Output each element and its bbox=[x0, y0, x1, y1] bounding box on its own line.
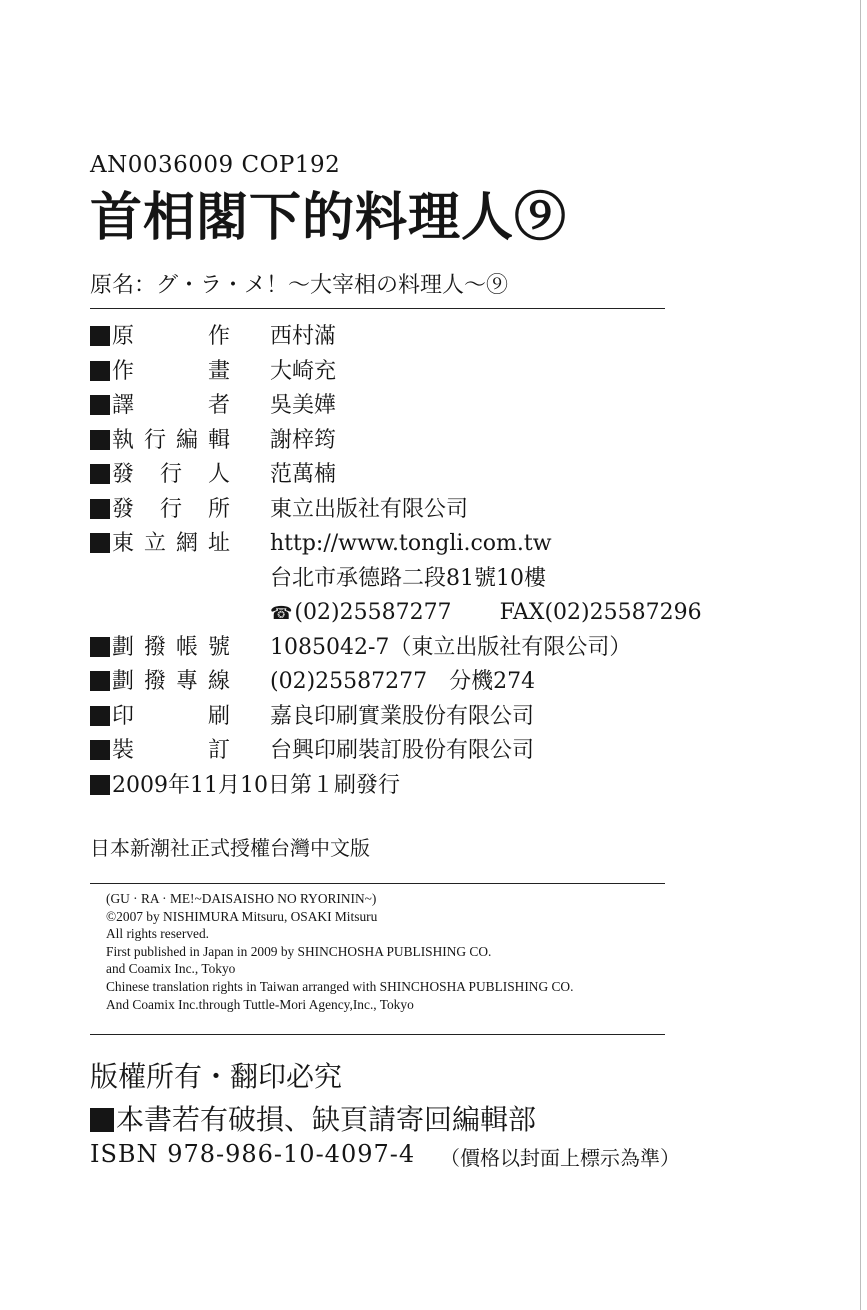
credit-label: 原 作 bbox=[112, 324, 230, 349]
credit-row-account bbox=[90, 631, 730, 666]
credit-value: 大崎充 bbox=[270, 358, 337, 384]
fax-number: FAX(02)25587296 bbox=[499, 600, 702, 625]
credit-row-artist bbox=[90, 355, 730, 390]
credit-row-translator bbox=[90, 389, 730, 424]
address-text: 台北市承德路二段81號10樓 bbox=[270, 565, 546, 591]
copyright-line: First published in Japan in 2009 by SHINCHOSHA PUBLISHING CO. bbox=[106, 943, 492, 959]
copyright-line: All rights reserved. bbox=[106, 926, 210, 942]
credit-value: 西村滿 bbox=[270, 324, 337, 349]
release-date: 2009年11月10日第１刷發行 bbox=[112, 772, 400, 798]
copyright-box bbox=[90, 883, 665, 1035]
copyright-line: And Coamix Inc.through Tuttle-Mori Agency,Inc., Tokyo bbox=[106, 996, 414, 1012]
bullet-icon bbox=[90, 706, 110, 726]
price-note: （價格以封面上標示為準） bbox=[440, 1146, 680, 1170]
credit-label: 劃撥專線 bbox=[112, 669, 230, 694]
website-url[interactable]: http://www.tongli.com.tw bbox=[270, 531, 552, 556]
credit-label: 劃撥帳號 bbox=[112, 634, 230, 660]
book-title: 首相閣下的料理人⑨ bbox=[90, 187, 568, 248]
product-code: AN0036009 COP192 bbox=[90, 152, 341, 178]
credit-row-hotline bbox=[90, 665, 730, 700]
original-title: 原名：グ・ラ・メ！～大宰相の料理人～⑨ bbox=[90, 273, 509, 298]
credit-label: 作 畫 bbox=[112, 358, 230, 384]
bullet-icon bbox=[90, 637, 110, 657]
copyright-line: and Coamix Inc., Tokyo bbox=[106, 961, 236, 977]
release-row bbox=[90, 769, 730, 804]
credit-row-printing bbox=[90, 700, 730, 735]
credit-row-publishing-house bbox=[90, 493, 730, 528]
address-row bbox=[90, 562, 730, 597]
bullet-icon bbox=[90, 671, 110, 691]
credits-list bbox=[90, 320, 730, 803]
bullet-icon bbox=[90, 464, 110, 484]
bullet-icon bbox=[90, 775, 110, 795]
isbn: ISBN 978-986-10-4097-4 bbox=[90, 1140, 416, 1168]
divider-top bbox=[90, 308, 665, 309]
credit-row-binding bbox=[90, 734, 730, 769]
bullet-icon bbox=[90, 533, 110, 553]
credit-value: 范萬楠 bbox=[270, 462, 337, 487]
credit-value: 1085042-7（東立出版社有限公司） bbox=[270, 634, 632, 660]
bullet-icon bbox=[90, 326, 110, 346]
bullet-icon bbox=[90, 395, 110, 415]
phone-number: (02)25587277 bbox=[294, 600, 452, 625]
credit-label: 東立網址 bbox=[112, 531, 230, 556]
return-notice-text: 本書若有破損、缺頁請寄回編輯部 bbox=[116, 1103, 537, 1136]
bullet-icon bbox=[90, 430, 110, 450]
credit-row-website bbox=[90, 527, 730, 562]
telephone-icon: ☎ bbox=[270, 603, 293, 624]
credit-value: 台興印刷裝訂股份有限公司 bbox=[270, 738, 535, 763]
credit-label: 譯 者 bbox=[112, 393, 230, 418]
bullet-icon bbox=[90, 499, 110, 519]
phone-row bbox=[90, 596, 730, 631]
authorization-statement: 日本新潮社正式授權台灣中文版 bbox=[90, 836, 370, 860]
credit-label: 發行人 bbox=[112, 462, 230, 487]
page-edge-line bbox=[860, 0, 861, 1310]
rights-notice: 版權所有・翻印必究 bbox=[90, 1060, 343, 1093]
credit-row-editor bbox=[90, 424, 730, 459]
copyright-line: (GU · RA · ME!~DAISAISHO NO RYORININ~) bbox=[106, 891, 377, 906]
credit-value: (02)25587277 分機274 bbox=[270, 669, 536, 694]
credit-row-publisher bbox=[90, 458, 730, 493]
credit-label: 裝 訂 bbox=[112, 738, 230, 763]
credit-value: 吳美嬅 bbox=[270, 393, 337, 418]
credit-row-original-work bbox=[90, 320, 730, 355]
credit-value: 嘉良印刷實業股份有限公司 bbox=[270, 703, 535, 729]
credit-value: 東立出版社有限公司 bbox=[270, 496, 469, 522]
credit-label: 發行所 bbox=[112, 496, 230, 522]
bullet-icon bbox=[90, 361, 110, 381]
credit-label: 執行編輯 bbox=[112, 427, 230, 453]
credit-label: 印 刷 bbox=[112, 703, 230, 729]
copyright-line: Chinese translation rights in Taiwan arranged with SHINCHOSHA PUBLISHING CO. bbox=[106, 978, 574, 994]
bullet-icon bbox=[90, 1108, 114, 1132]
copyright-line: ©2007 by NISHIMURA Mitsuru, OSAKI Mitsuru bbox=[106, 908, 378, 924]
bullet-icon bbox=[90, 740, 110, 760]
credit-value: 謝梓筠 bbox=[270, 427, 337, 453]
return-notice bbox=[90, 1098, 536, 1138]
